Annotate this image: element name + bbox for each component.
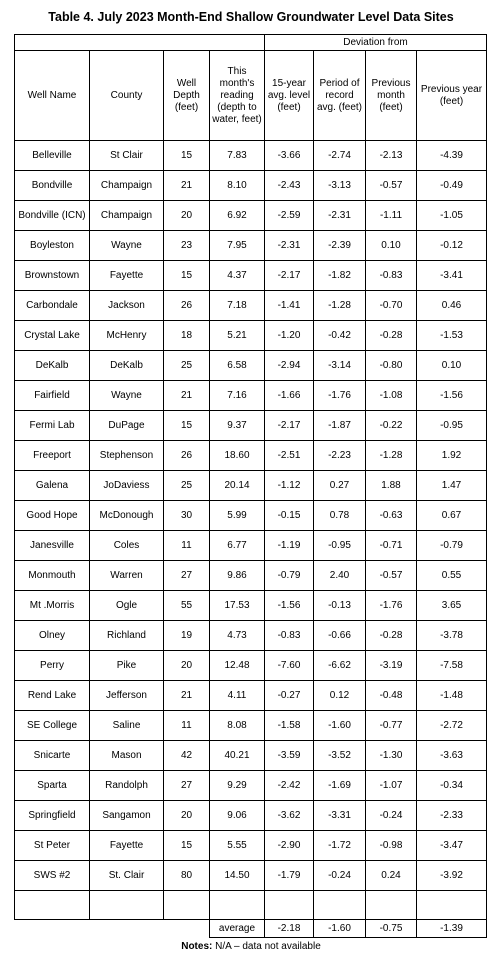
15-year-avg-cell: -3.62 <box>265 801 314 831</box>
spacer-cell <box>265 891 314 920</box>
this-month-reading-cell: 40.21 <box>210 741 265 771</box>
spacer-cell <box>210 891 265 920</box>
this-month-reading-cell: 9.29 <box>210 771 265 801</box>
previous-year-cell: -2.33 <box>417 801 487 831</box>
well-name-cell: SE College <box>15 711 90 741</box>
this-month-reading-cell: 4.73 <box>210 621 265 651</box>
well-depth-cell: 20 <box>164 651 210 681</box>
table-row <box>15 861 487 891</box>
county-cell: McDonough <box>90 501 164 531</box>
header-blank-cell <box>15 35 265 51</box>
previous-month-cell: -0.80 <box>366 351 417 381</box>
15-year-avg-cell: -1.66 <box>265 381 314 411</box>
this-month-reading-cell: 8.10 <box>210 171 265 201</box>
spacer-cell <box>90 891 164 920</box>
well-depth-cell: 21 <box>164 681 210 711</box>
period-of-record-avg-cell: -1.28 <box>314 291 366 321</box>
this-month-reading-cell: 6.58 <box>210 351 265 381</box>
column-header-well-name: Well Name <box>15 51 90 141</box>
county-cell: Fayette <box>90 261 164 291</box>
header-row-group <box>15 35 487 51</box>
this-month-reading-cell: 7.18 <box>210 291 265 321</box>
period-of-record-avg-cell: -0.66 <box>314 621 366 651</box>
county-cell: Jackson <box>90 291 164 321</box>
previous-month-cell: -1.07 <box>366 771 417 801</box>
15-year-avg-cell: -2.42 <box>265 771 314 801</box>
previous-year-cell: 1.92 <box>417 441 487 471</box>
county-cell: St. Clair <box>90 861 164 891</box>
15-year-avg-cell: -2.94 <box>265 351 314 381</box>
previous-month-cell: -0.77 <box>366 711 417 741</box>
previous-month-cell: -0.63 <box>366 501 417 531</box>
column-header-previous-year: Previous year (feet) <box>417 51 487 141</box>
well-depth-cell: 27 <box>164 561 210 591</box>
column-header-period-of-record-avg: Period of record avg. (feet) <box>314 51 366 141</box>
column-header-county: County <box>90 51 164 141</box>
previous-year-cell: 0.10 <box>417 351 487 381</box>
table-row <box>15 321 487 351</box>
well-depth-cell: 11 <box>164 711 210 741</box>
15-year-avg-cell: -1.41 <box>265 291 314 321</box>
15-year-avg-cell: -2.31 <box>265 231 314 261</box>
table-row <box>15 351 487 381</box>
this-month-reading-cell: 5.55 <box>210 831 265 861</box>
well-name-cell: Janesville <box>15 531 90 561</box>
period-of-record-avg-cell: -3.31 <box>314 801 366 831</box>
table-row <box>15 741 487 771</box>
period-of-record-avg-cell: 0.12 <box>314 681 366 711</box>
previous-month-cell: -0.71 <box>366 531 417 561</box>
well-name-cell: Boyleston <box>15 231 90 261</box>
15-year-avg-cell: -2.90 <box>265 831 314 861</box>
previous-year-cell: -7.58 <box>417 651 487 681</box>
table-row <box>15 201 487 231</box>
15-year-avg-cell: -0.15 <box>265 501 314 531</box>
this-month-reading-cell: 17.53 <box>210 591 265 621</box>
county-cell: Ogle <box>90 591 164 621</box>
period-of-record-avg-cell: -2.74 <box>314 141 366 171</box>
this-month-reading-cell: 4.37 <box>210 261 265 291</box>
well-depth-cell: 15 <box>164 831 210 861</box>
previous-month-cell: -1.28 <box>366 441 417 471</box>
period-of-record-avg-cell: -0.42 <box>314 321 366 351</box>
table-row <box>15 381 487 411</box>
period-of-record-avg-cell: -6.62 <box>314 651 366 681</box>
well-name-cell: Brownstown <box>15 261 90 291</box>
table-row <box>15 261 487 291</box>
previous-year-cell: -0.12 <box>417 231 487 261</box>
well-name-cell: Good Hope <box>15 501 90 531</box>
county-cell: Randolph <box>90 771 164 801</box>
previous-month-cell: -0.28 <box>366 321 417 351</box>
column-header-well-depth: Well Depth (feet) <box>164 51 210 141</box>
previous-year-cell: -0.49 <box>417 171 487 201</box>
previous-month-cell: -0.48 <box>366 681 417 711</box>
well-name-cell: Monmouth <box>15 561 90 591</box>
previous-year-cell: -3.92 <box>417 861 487 891</box>
table-row <box>15 531 487 561</box>
well-depth-cell: 55 <box>164 591 210 621</box>
period-of-record-avg-cell: -1.82 <box>314 261 366 291</box>
well-depth-cell: 21 <box>164 381 210 411</box>
spacer-row <box>15 891 487 920</box>
table-row <box>15 831 487 861</box>
well-name-cell: Carbondale <box>15 291 90 321</box>
notes-text: N/A – data not available <box>212 941 321 952</box>
previous-year-cell: -0.34 <box>417 771 487 801</box>
period-of-record-avg-cell: -1.60 <box>314 711 366 741</box>
well-name-cell: Bondville (ICN) <box>15 201 90 231</box>
this-month-reading-cell: 9.06 <box>210 801 265 831</box>
groundwater-table <box>14 34 487 938</box>
well-depth-cell: 11 <box>164 531 210 561</box>
previous-month-cell: -3.19 <box>366 651 417 681</box>
county-cell: Saline <box>90 711 164 741</box>
well-name-cell: St Peter <box>15 831 90 861</box>
well-depth-cell: 42 <box>164 741 210 771</box>
this-month-reading-cell: 20.14 <box>210 471 265 501</box>
county-cell: Jefferson <box>90 681 164 711</box>
previous-year-cell: -1.53 <box>417 321 487 351</box>
15-year-avg-cell: -1.79 <box>265 861 314 891</box>
table-row <box>15 621 487 651</box>
well-name-cell: Springfield <box>15 801 90 831</box>
period-of-record-avg-cell: 0.27 <box>314 471 366 501</box>
well-name-cell: Crystal Lake <box>15 321 90 351</box>
well-depth-cell: 21 <box>164 171 210 201</box>
period-of-record-avg-cell: -2.31 <box>314 201 366 231</box>
table-notes <box>0 941 502 952</box>
table-row <box>15 651 487 681</box>
column-header-previous-month: Previous month (feet) <box>366 51 417 141</box>
this-month-reading-cell: 5.99 <box>210 501 265 531</box>
period-of-record-avg-cell: -3.13 <box>314 171 366 201</box>
previous-year-cell: -3.47 <box>417 831 487 861</box>
well-name-cell: Fairfield <box>15 381 90 411</box>
average-value-cell: -0.75 <box>366 920 417 938</box>
well-depth-cell: 30 <box>164 501 210 531</box>
15-year-avg-cell: -2.43 <box>265 171 314 201</box>
table-row <box>15 801 487 831</box>
table-row <box>15 411 487 441</box>
previous-month-cell: -0.24 <box>366 801 417 831</box>
this-month-reading-cell: 5.21 <box>210 321 265 351</box>
period-of-record-avg-cell: -1.69 <box>314 771 366 801</box>
previous-year-cell: 1.47 <box>417 471 487 501</box>
well-depth-cell: 19 <box>164 621 210 651</box>
well-depth-cell: 20 <box>164 201 210 231</box>
15-year-avg-cell: -1.20 <box>265 321 314 351</box>
column-header-this-month-reading: This month's reading (depth to water, feet) <box>210 51 265 141</box>
table-row <box>15 711 487 741</box>
period-of-record-avg-cell: 2.40 <box>314 561 366 591</box>
well-name-cell: Olney <box>15 621 90 651</box>
column-header-15-year-avg: 15-year avg. level (feet) <box>265 51 314 141</box>
15-year-avg-cell: -2.17 <box>265 261 314 291</box>
county-cell: DuPage <box>90 411 164 441</box>
15-year-avg-cell: -1.58 <box>265 711 314 741</box>
15-year-avg-cell: -3.59 <box>265 741 314 771</box>
notes-label: Notes: <box>181 941 213 952</box>
previous-month-cell: -0.22 <box>366 411 417 441</box>
period-of-record-avg-cell: -1.72 <box>314 831 366 861</box>
county-cell: Sangamon <box>90 801 164 831</box>
previous-year-cell: -3.63 <box>417 741 487 771</box>
county-cell: Warren <box>90 561 164 591</box>
well-depth-cell: 15 <box>164 261 210 291</box>
table-row <box>15 501 487 531</box>
15-year-avg-cell: -0.27 <box>265 681 314 711</box>
period-of-record-avg-cell: -0.13 <box>314 591 366 621</box>
15-year-avg-cell: -1.56 <box>265 591 314 621</box>
well-depth-cell: 80 <box>164 861 210 891</box>
this-month-reading-cell: 4.11 <box>210 681 265 711</box>
well-name-cell: Sparta <box>15 771 90 801</box>
average-blank-cell <box>90 920 164 938</box>
this-month-reading-cell: 7.83 <box>210 141 265 171</box>
county-cell: Stephenson <box>90 441 164 471</box>
table-row <box>15 141 487 171</box>
well-depth-cell: 25 <box>164 471 210 501</box>
average-blank-cell <box>164 920 210 938</box>
table-row <box>15 291 487 321</box>
well-depth-cell: 27 <box>164 771 210 801</box>
deviation-group-header: Deviation from <box>265 35 487 51</box>
well-name-cell: Galena <box>15 471 90 501</box>
county-cell: DeKalb <box>90 351 164 381</box>
previous-year-cell: -1.48 <box>417 681 487 711</box>
table-row <box>15 681 487 711</box>
well-name-cell: Bondville <box>15 171 90 201</box>
average-blank-cell <box>15 920 90 938</box>
well-name-cell: DeKalb <box>15 351 90 381</box>
period-of-record-avg-cell: 0.78 <box>314 501 366 531</box>
period-of-record-avg-cell: -1.87 <box>314 411 366 441</box>
header-row <box>15 51 487 141</box>
county-cell: McHenry <box>90 321 164 351</box>
previous-month-cell: -1.76 <box>366 591 417 621</box>
table-row <box>15 471 487 501</box>
previous-year-cell: 0.55 <box>417 561 487 591</box>
period-of-record-avg-cell: -2.23 <box>314 441 366 471</box>
table-row <box>15 561 487 591</box>
spacer-cell <box>15 891 90 920</box>
15-year-avg-cell: -7.60 <box>265 651 314 681</box>
previous-year-cell: -2.72 <box>417 711 487 741</box>
county-cell: Fayette <box>90 831 164 861</box>
period-of-record-avg-cell: -3.14 <box>314 351 366 381</box>
previous-year-cell: -3.41 <box>417 261 487 291</box>
table-row <box>15 231 487 261</box>
county-cell: Champaign <box>90 171 164 201</box>
average-label: average <box>210 920 265 938</box>
county-cell: JoDaviess <box>90 471 164 501</box>
period-of-record-avg-cell: -0.24 <box>314 861 366 891</box>
period-of-record-avg-cell: -2.39 <box>314 231 366 261</box>
spacer-cell <box>366 891 417 920</box>
previous-month-cell: -1.30 <box>366 741 417 771</box>
spacer-cell <box>417 891 487 920</box>
previous-month-cell: -0.57 <box>366 171 417 201</box>
spacer-cell <box>164 891 210 920</box>
county-cell: Champaign <box>90 201 164 231</box>
this-month-reading-cell: 18.60 <box>210 441 265 471</box>
previous-year-cell: 3.65 <box>417 591 487 621</box>
table-row <box>15 441 487 471</box>
15-year-avg-cell: -0.79 <box>265 561 314 591</box>
county-cell: St Clair <box>90 141 164 171</box>
previous-month-cell: 1.88 <box>366 471 417 501</box>
well-depth-cell: 18 <box>164 321 210 351</box>
period-of-record-avg-cell: -0.95 <box>314 531 366 561</box>
15-year-avg-cell: -2.59 <box>265 201 314 231</box>
county-cell: Richland <box>90 621 164 651</box>
this-month-reading-cell: 9.37 <box>210 411 265 441</box>
15-year-avg-cell: -1.12 <box>265 471 314 501</box>
well-depth-cell: 23 <box>164 231 210 261</box>
this-month-reading-cell: 12.48 <box>210 651 265 681</box>
previous-month-cell: -0.83 <box>366 261 417 291</box>
county-cell: Mason <box>90 741 164 771</box>
well-depth-cell: 26 <box>164 291 210 321</box>
well-name-cell: SWS #2 <box>15 861 90 891</box>
previous-month-cell: 0.24 <box>366 861 417 891</box>
previous-year-cell: -0.79 <box>417 531 487 561</box>
previous-month-cell: -1.08 <box>366 381 417 411</box>
previous-month-cell: 0.10 <box>366 231 417 261</box>
previous-year-cell: -1.05 <box>417 201 487 231</box>
period-of-record-avg-cell: -3.52 <box>314 741 366 771</box>
this-month-reading-cell: 8.08 <box>210 711 265 741</box>
well-depth-cell: 20 <box>164 801 210 831</box>
previous-year-cell: -1.56 <box>417 381 487 411</box>
table-row <box>15 171 487 201</box>
well-name-cell: Belleville <box>15 141 90 171</box>
well-depth-cell: 15 <box>164 411 210 441</box>
this-month-reading-cell: 9.86 <box>210 561 265 591</box>
well-depth-cell: 25 <box>164 351 210 381</box>
well-name-cell: Perry <box>15 651 90 681</box>
well-name-cell: Mt .Morris <box>15 591 90 621</box>
table-row <box>15 771 487 801</box>
period-of-record-avg-cell: -1.76 <box>314 381 366 411</box>
this-month-reading-cell: 6.92 <box>210 201 265 231</box>
15-year-avg-cell: -3.66 <box>265 141 314 171</box>
well-name-cell: Rend Lake <box>15 681 90 711</box>
this-month-reading-cell: 14.50 <box>210 861 265 891</box>
this-month-reading-cell: 7.95 <box>210 231 265 261</box>
average-value-cell: -1.60 <box>314 920 366 938</box>
well-depth-cell: 26 <box>164 441 210 471</box>
previous-month-cell: -0.70 <box>366 291 417 321</box>
table-title: Table 4. July 2023 Month-End Shallow Groundwater Level Data Sites <box>48 10 454 24</box>
well-name-cell: Fermi Lab <box>15 411 90 441</box>
previous-month-cell: -0.28 <box>366 621 417 651</box>
table-row <box>15 591 487 621</box>
previous-year-cell: -4.39 <box>417 141 487 171</box>
this-month-reading-cell: 6.77 <box>210 531 265 561</box>
previous-month-cell: -0.98 <box>366 831 417 861</box>
spacer-cell <box>314 891 366 920</box>
average-value-cell: -1.39 <box>417 920 487 938</box>
average-row <box>15 920 487 938</box>
previous-month-cell: -1.11 <box>366 201 417 231</box>
previous-year-cell: -3.78 <box>417 621 487 651</box>
this-month-reading-cell: 7.16 <box>210 381 265 411</box>
well-name-cell: Snicarte <box>15 741 90 771</box>
average-value-cell: -2.18 <box>265 920 314 938</box>
well-name-cell: Freeport <box>15 441 90 471</box>
well-depth-cell: 15 <box>164 141 210 171</box>
previous-month-cell: -2.13 <box>366 141 417 171</box>
county-cell: Coles <box>90 531 164 561</box>
previous-year-cell: -0.95 <box>417 411 487 441</box>
15-year-avg-cell: -0.83 <box>265 621 314 651</box>
15-year-avg-cell: -2.51 <box>265 441 314 471</box>
15-year-avg-cell: -1.19 <box>265 531 314 561</box>
previous-month-cell: -0.57 <box>366 561 417 591</box>
county-cell: Pike <box>90 651 164 681</box>
previous-year-cell: 0.67 <box>417 501 487 531</box>
county-cell: Wayne <box>90 231 164 261</box>
15-year-avg-cell: -2.17 <box>265 411 314 441</box>
county-cell: Wayne <box>90 381 164 411</box>
previous-year-cell: 0.46 <box>417 291 487 321</box>
